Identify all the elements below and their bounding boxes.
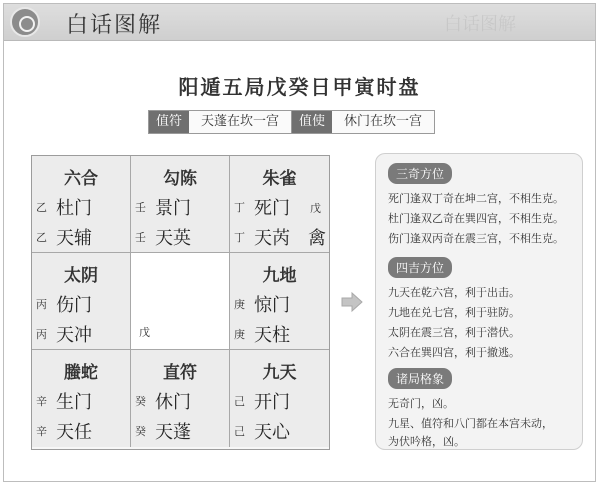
siji-line: 九地在兑七宫，利于驻防。 <box>388 306 520 319</box>
door-name: 开门 <box>254 392 290 413</box>
door-name: 惊门 <box>254 295 290 316</box>
sanqi-line: 杜门逢双乙奇在巽四宫，不相生克。 <box>388 212 564 225</box>
star-name: 天辅 <box>56 228 92 249</box>
star-name: 天冲 <box>56 325 92 346</box>
earth-stem: 壬 <box>135 231 146 244</box>
palace-center-5 <box>131 253 230 350</box>
heaven-stem: 癸 <box>135 395 146 408</box>
star-name: 天任 <box>56 422 92 443</box>
geju-line: 无奇门，凶。 <box>388 397 454 410</box>
heaven-stem: 壬 <box>135 201 146 214</box>
page-title: 阳遁五局戊癸日甲寅时盘 <box>178 75 421 99</box>
palace-kan-1 <box>131 350 230 447</box>
extra-stem: 戊 <box>310 202 321 215</box>
zhifu-value: 天蓬在坎一宫 <box>189 111 292 133</box>
heaven-stem: 丁 <box>234 201 245 214</box>
siji-line: 九天在乾六宫，利于出击。 <box>388 286 520 299</box>
zhishi-label: 值使 <box>292 111 332 133</box>
geju-line: 九星、值符和八门都在本宫未动， <box>388 417 553 430</box>
earth-stem: 庚 <box>234 328 245 341</box>
star-name: 天蓬 <box>155 422 191 443</box>
page-frame <box>3 3 596 482</box>
door-name: 休门 <box>155 392 191 413</box>
extra-star: 禽 <box>308 228 326 249</box>
heaven-stem: 庚 <box>234 298 245 311</box>
star-name: 天柱 <box>254 325 290 346</box>
door-name: 生门 <box>56 392 92 413</box>
earth-stem: 丙 <box>36 328 47 341</box>
palace-god: 九地 <box>262 266 297 286</box>
palace-god: 螣蛇 <box>64 363 98 383</box>
palace-xun-4 <box>32 156 131 253</box>
heaven-stem: 丙 <box>36 298 47 311</box>
sanqi-line: 死门逢双丁奇在坤二宫，不相生克。 <box>388 192 564 205</box>
door-name: 景门 <box>155 198 191 219</box>
arrow-right-icon <box>341 291 363 313</box>
door-name: 杜门 <box>56 198 92 219</box>
zhishi-value: 休门在坎一宫 <box>332 111 434 133</box>
geju-line: 为伏吟格，凶。 <box>388 435 465 448</box>
door-name: 死门 <box>254 198 290 219</box>
palace-god: 九天 <box>262 363 297 383</box>
earth-stem: 己 <box>234 425 245 438</box>
section-title-sanqi: 三奇方位 <box>388 163 452 184</box>
heaven-stem: 己 <box>234 395 245 408</box>
header-bar <box>4 4 595 41</box>
section-title-siji: 四吉方位 <box>388 257 452 278</box>
heaven-stem: 乙 <box>36 201 47 214</box>
door-name: 伤门 <box>56 295 92 316</box>
earth-stem: 癸 <box>135 425 146 438</box>
star-name: 天英 <box>155 228 191 249</box>
earth-stem: 辛 <box>36 425 47 438</box>
palace-grid <box>31 155 330 450</box>
earth-stem: 乙 <box>36 231 47 244</box>
palace-li-9 <box>131 156 230 253</box>
section-title-geju: 诸局格象 <box>388 368 452 389</box>
palace-god: 勾陈 <box>163 169 197 189</box>
star-name: 天芮 <box>254 228 290 249</box>
analysis-panel <box>375 153 583 450</box>
header-ghost-text: 白话图解 <box>444 14 516 35</box>
earth-stem: 丁 <box>234 231 245 244</box>
header-title: 白话图解 <box>66 13 163 38</box>
palace-god: 直符 <box>163 363 197 383</box>
sanqi-line: 伤门逢双丙奇在震三宫，不相生克。 <box>388 232 564 245</box>
siji-line: 太阴在震三宫，利于潜伏。 <box>388 326 520 339</box>
palace-qian-6 <box>230 350 329 447</box>
palace-gen-8 <box>32 350 131 447</box>
info-bar <box>148 110 435 134</box>
palace-god: 六合 <box>64 169 98 189</box>
star-name: 天心 <box>254 422 290 443</box>
center-stem: 戊 <box>139 326 150 339</box>
palace-god: 太阴 <box>64 266 98 286</box>
palace-zhen-3 <box>32 253 131 350</box>
palace-kun-2 <box>230 156 329 253</box>
logo-icon <box>10 7 40 37</box>
siji-line: 六合在巽四宫，利于撤逃。 <box>388 346 520 359</box>
palace-god: 朱雀 <box>262 169 297 189</box>
palace-dui-7 <box>230 253 329 350</box>
zhifu-label: 值符 <box>149 111 189 133</box>
heaven-stem: 辛 <box>36 395 47 408</box>
